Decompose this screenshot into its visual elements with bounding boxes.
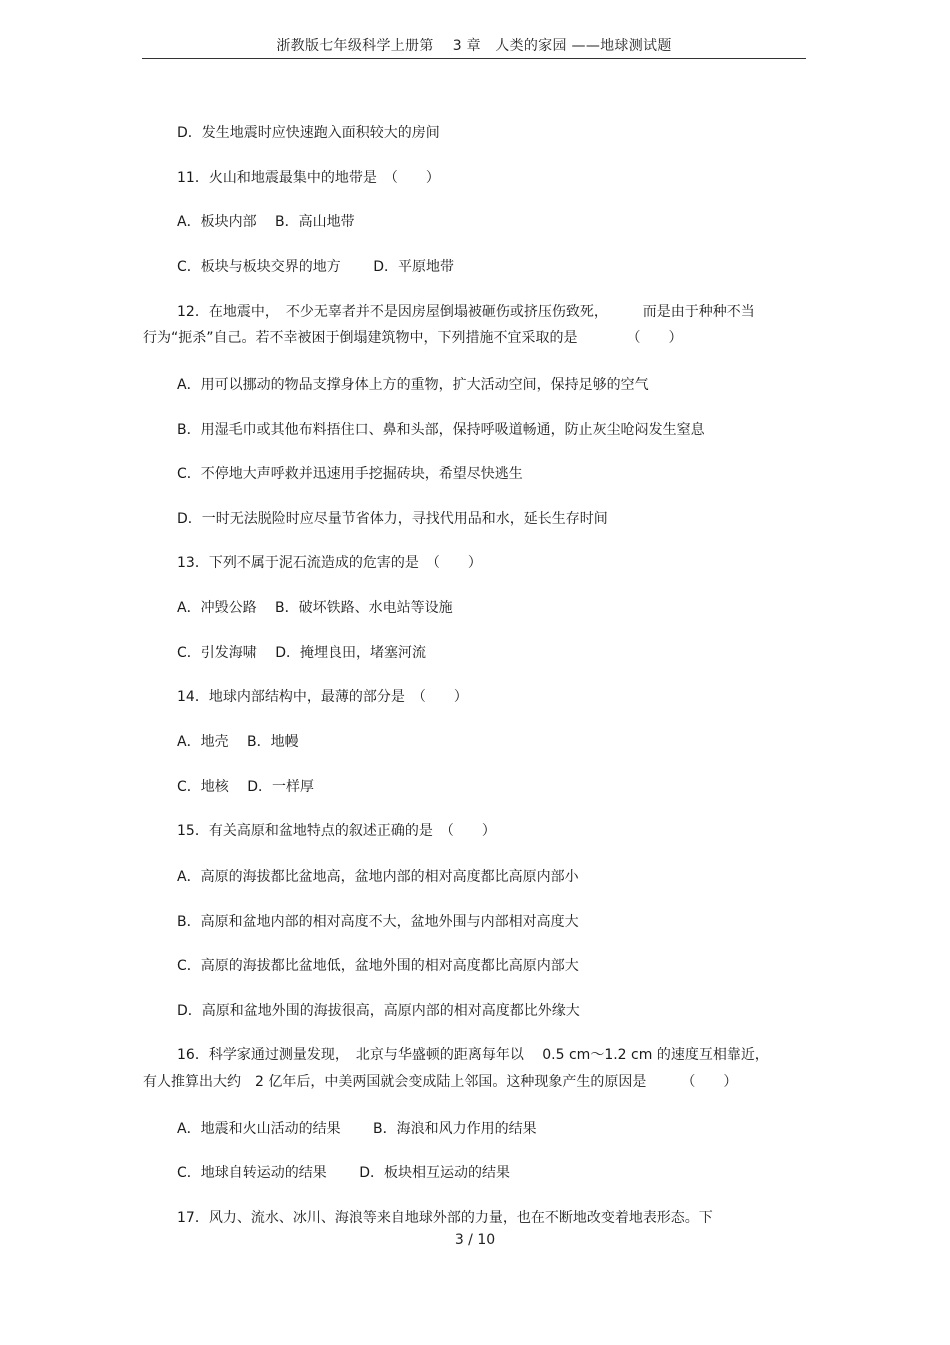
question-16-line1: 16．科学家通过测量发现， 北京与华盛顿的距离每年以 0.5 cm～1.2 cm 的速度互相靠近， xyxy=(177,1047,769,1063)
question-17: 17．风力、流水、冰川、海浪等来自地球外部的力量，也在不断地改变着地表形态。下 xyxy=(177,1210,713,1226)
option-12d: D．一时无法脱险时应尽量节省体力，寻找代用品和水，延长生存时间 xyxy=(177,511,608,527)
option-10d: D．发生地震时应快速跑入面积较大的房间 xyxy=(177,125,440,141)
question-15: 15．有关高原和盆地特点的叙述正确的是 （ ） xyxy=(177,823,496,839)
option-12b: B．用湿毛巾或其他布料捂住口、鼻和头部，保持呼吸道畅通，防止灰尘呛闷发生窒息 xyxy=(177,422,705,438)
question-12-line1: 12．在地震中， 不少无辜者并不是因房屋倒塌被砸伤或挤压伤致死， 而是由于种种不当 xyxy=(177,304,755,320)
options-11-ab: A．板块内部 B．高山地带 xyxy=(177,214,355,230)
options-16-ab: A．地震和火山活动的结果 B．海浪和风力作用的结果 xyxy=(177,1121,537,1137)
options-16-cd: C．地球自转运动的结果 D．板块相互运动的结果 xyxy=(177,1165,511,1181)
page-number: 3 / 10 xyxy=(454,1232,496,1248)
options-13-cd: C．引发海啸 D．掩埋良田，堵塞河流 xyxy=(177,645,427,661)
options-14-ab: A．地壳 B．地幔 xyxy=(177,734,299,750)
page-header: 浙教版七年级科学上册第 3 章 人类的家园 ——地球测试题 xyxy=(276,38,672,54)
option-15c: C．高原的海拔都比盆地低，盆地外围的相对高度都比高原内部大 xyxy=(177,958,579,974)
options-13-ab: A．冲毁公路 B．破坏铁路、水电站等设施 xyxy=(177,600,453,616)
question-14: 14．地球内部结构中，最薄的部分是 （ ） xyxy=(177,689,468,705)
option-12c: C．不停地大声呼救并迅速用手挖掘砖块，希望尽快逃生 xyxy=(177,466,523,482)
question-16-line2: 有人推算出大约 2 亿年后，中美两国就会变成陆上邻国。这种现象产生的原因是 （ ） xyxy=(143,1074,738,1090)
option-12a: A．用可以挪动的物品支撑身体上方的重物，扩大活动空间，保持足够的空气 xyxy=(177,377,649,393)
option-15d: D．高原和盆地外围的海拔很高，高原内部的相对高度都比外缘大 xyxy=(177,1003,580,1019)
option-15a: A．高原的海拔都比盆地高，盆地内部的相对高度都比高原内部小 xyxy=(177,869,579,885)
header-divider xyxy=(142,58,806,59)
options-14-cd: C．地核 D．一样厚 xyxy=(177,779,315,795)
options-11-cd: C．板块与板块交界的地方 D．平原地带 xyxy=(177,259,455,275)
question-13: 13．下列不属于泥石流造成的危害的是 （ ） xyxy=(177,555,482,571)
option-15b: B．高原和盆地内部的相对高度不大，盆地外围与内部相对高度大 xyxy=(177,914,579,930)
question-12-line2: 行为“扼杀”自己。若不幸被困于倒塌建筑物中，下列措施不宜采取的是 （ ） xyxy=(143,330,683,346)
question-11: 11．火山和地震最集中的地带是 （ ） xyxy=(177,170,440,186)
